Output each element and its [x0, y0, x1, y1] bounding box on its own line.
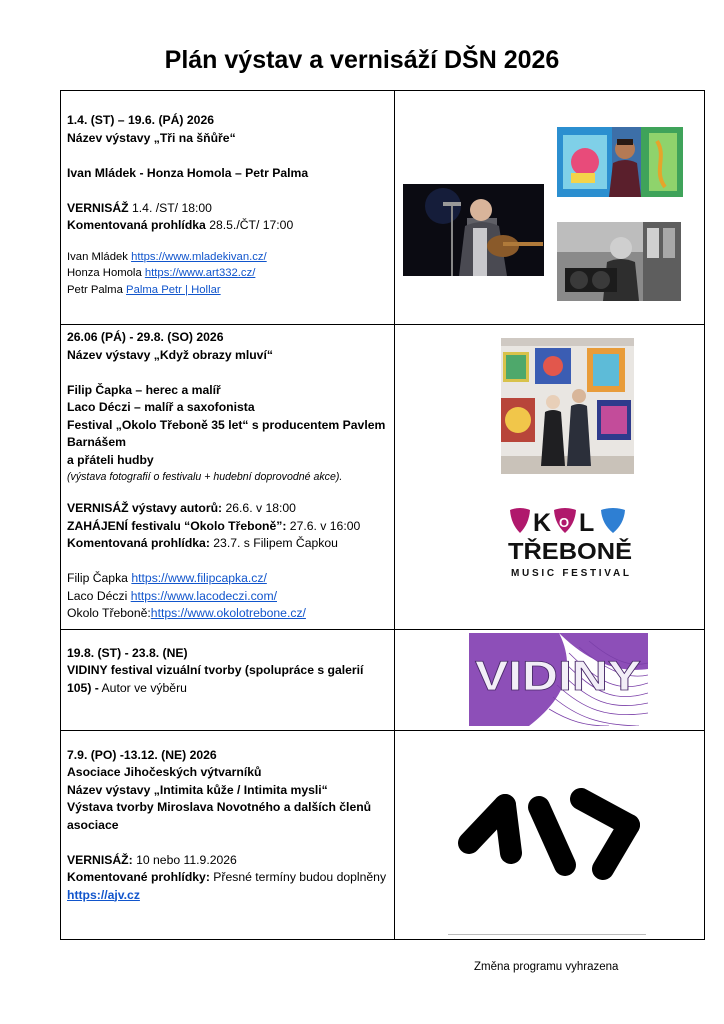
vernissage-value: 1.4. /ST/ 18:00 [128, 200, 212, 215]
tour-label: Komentovaná prohlídka: [67, 536, 210, 550]
palma-link[interactable]: Palma Petr | Hollar [126, 283, 221, 296]
capka-link[interactable]: https://www.filipcapka.cz/ [131, 571, 267, 585]
link-line [67, 605, 388, 623]
image-cell [395, 629, 705, 730]
logo-music-festival: MUSIC FESTIVAL [511, 568, 629, 579]
organization: Asociace Jihočeských výtvarníků [67, 765, 262, 779]
vernissage-label: VERNISÁŽ [67, 200, 129, 215]
text-cell [61, 629, 395, 730]
tour-value: Přesné termíny budou doplněny [209, 870, 387, 884]
logo-letter: O [559, 515, 570, 530]
mladek-link[interactable]: https://www.mladekivan.cz/ [131, 250, 267, 263]
table-row [61, 730, 705, 939]
tour-label: Komentovaná prohlídka [67, 218, 206, 232]
artist-line: Filip Čapka – herec a malíř [67, 382, 221, 397]
gallery-artists-photo [501, 338, 634, 474]
exhibition-table [60, 90, 705, 940]
exhibition-dates: 7.9. (PO) -13.12. (NE) 2026 [67, 747, 217, 762]
image-cell [395, 325, 705, 630]
table-row [61, 91, 705, 325]
okolo-trebone-link[interactable]: https://www.okolotrebone.cz/ [150, 606, 306, 620]
image-cell [395, 91, 705, 325]
artist-press-photo [557, 222, 681, 301]
ajv-link[interactable]: https://ajv.cz [67, 887, 140, 902]
link-line [67, 249, 388, 266]
text-cell [61, 91, 395, 325]
singer-guitar-photo [403, 184, 544, 276]
link-line [67, 570, 388, 588]
artist-line: Laco Déczi – malíř a saxofonista [67, 400, 255, 414]
blue-pick-icon [601, 508, 625, 533]
festival-title: VIDINY festival vizuální tvorby (spolupráce s galerií 105) - [67, 663, 364, 695]
vernissage-line [67, 500, 388, 518]
exhibition-dates: 26.06 (PÁ) - 29.8. (SO) 2026 [67, 330, 224, 344]
logo-letter: L [579, 509, 595, 537]
tour-line [67, 217, 388, 235]
vernissage-value: 26.6. v 18:00 [222, 501, 296, 515]
exhibition-name: Název výstavy „Intimita kůže / Intimita mysli“ [67, 782, 328, 797]
table-row [61, 629, 705, 730]
link-prefix: Honza Homola [67, 267, 145, 279]
link-prefix: Filip Čapka [67, 571, 132, 585]
ajv-logo [453, 783, 645, 885]
festival-description [67, 662, 388, 697]
tour-value: 28.5./ČT/ 17:00 [205, 218, 294, 232]
divider [448, 934, 646, 935]
text-cell [61, 325, 395, 630]
tour-line [67, 535, 388, 553]
vidiny-wordmark: VIDINY [475, 651, 641, 699]
exhibition-description: Výstava tvorby Miroslava Novotného a dalších členů asociace [67, 800, 372, 832]
vernissage-value: 10 nebo 11.9.2026 [132, 852, 237, 867]
homola-link[interactable]: https://www.art332.cz/ [144, 267, 256, 279]
link-line [67, 265, 388, 282]
festival-opening-line [67, 518, 388, 536]
text-cell [61, 730, 395, 939]
vernissage-label: VERNISÁŽ: [67, 852, 133, 867]
festival-author: Autor ve výběru [98, 680, 187, 695]
tour-label: Komentované prohlídky: [67, 870, 210, 884]
vidiny-logo [469, 633, 648, 726]
friends-line: a přáteli hudby [67, 452, 154, 467]
tour-line [67, 869, 388, 887]
artists: Ivan Mládek - Honza Homola – Petr Palma [67, 165, 309, 180]
exhibition-name: Název výstavy „Když obrazy mluví“ [67, 347, 273, 362]
deczi-link[interactable]: https://www.lacodeczi.com/ [130, 588, 277, 603]
vernissage-line [67, 200, 388, 218]
festival-note: (výstava fotografií o festivalu + hudební doprovodné akce). [67, 471, 343, 483]
exhibition-dates: 1.4. (ST) – 19.6. (PÁ) 2026 [67, 113, 214, 127]
logo-letter: K [533, 509, 552, 537]
pink-pick-icon [510, 508, 530, 533]
exhibition-name: Název výstavy „Tři na šňůře“ [67, 130, 236, 145]
exhibition-dates: 19.8. (ST) - 23.8. (NE) [67, 645, 188, 660]
page-title: Plán výstav a vernisáží DŠN 2026 [164, 46, 560, 74]
link-prefix: Petr Palma [67, 283, 127, 296]
link-line [67, 588, 388, 606]
vernissage-line [67, 852, 388, 870]
festival-opening-label: ZAHÁJENÍ festivalu “Okolo Třeboně”: [67, 518, 287, 533]
footer-note: Změna programu vyhrazena [474, 961, 619, 973]
link-prefix: Okolo Třeboně: [67, 606, 151, 620]
artist-painting-photo [557, 127, 683, 197]
tour-value: 23.7. s Filipem Čapkou [209, 536, 338, 550]
festival-line: Festival „Okolo Třeboně 35 let“ s producentem Pavlem Barnášem [67, 417, 386, 449]
festival-opening-value: 27.6. v 16:00 [286, 518, 361, 533]
link-prefix: Laco Déczi [67, 588, 131, 603]
table-row [61, 325, 705, 630]
link-prefix: Ivan Mládek [67, 250, 132, 263]
image-cell [395, 730, 705, 939]
vernissage-label: VERNISÁŽ výstavy autorů: [67, 501, 223, 515]
link-line [67, 282, 388, 299]
okolo-trebone-logo [507, 505, 633, 583]
logo-word-trebone: TŘEBONĚ [508, 538, 621, 564]
